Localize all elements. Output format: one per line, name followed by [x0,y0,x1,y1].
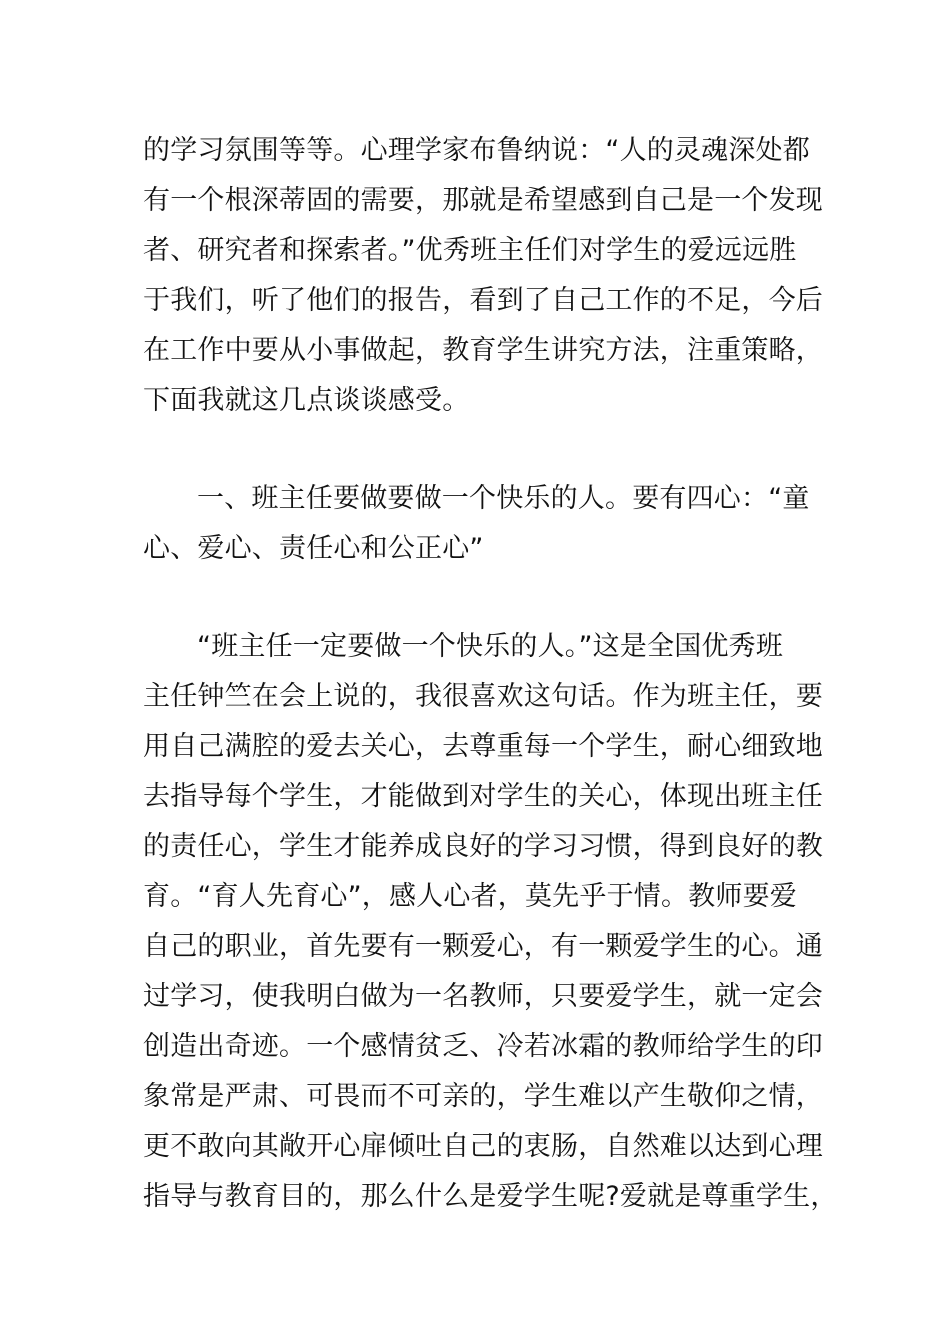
text-line: 者、研究者和探索者。”优秀班主任们对学生的爱远远胜 [143,235,797,266]
text-line: 去指导每个学生，才能做到对学生的关心，体现出班主任 [143,781,823,812]
text-line: “班主任一定要做一个快乐的人。”这是全国优秀班 [197,631,784,662]
text-line: 象常是严肃、可畏而不可亲的，学生难以产生敬仰之情， [143,1081,823,1112]
text-line: 自己的职业，首先要有一颗爱心，有一颗爱学生的心。通 [143,931,823,962]
text-line: 用自己满腔的爱去关心，去尊重每一个学生，耐心细致地 [143,731,823,762]
text-line: 的学习氛围等等。心理学家布鲁纳说：“人的灵魂深处都 [143,135,810,166]
text-line: 下面我就这几点谈谈感受。 [143,385,470,416]
text-line: 在工作中要从小事做起，教育学生讲究方法，注重策略， [143,335,823,366]
heading-line: 一、班主任要做要做一个快乐的人。要有四心：“童 [197,483,810,514]
text-line: 育。“育人先育心”，感人心者，莫先乎于情。教师要爱 [143,881,797,912]
text-line: 过学习，使我明白做为一名教师，只要爱学生，就一定会 [143,981,823,1012]
text-line: 指导与教育目的，那么什么是爱学生呢?爱就是尊重学生， [143,1181,838,1212]
text-line: 有一个根深蒂固的需要，那就是希望感到自己是一个发现 [143,185,823,216]
text-line: 创造出奇迹。一个感情贫乏、冷若冰霜的教师给学生的印 [143,1031,823,1062]
text-line: 更不敢向其敞开心扉倾吐自己的衷肠，自然难以达到心理 [143,1131,823,1162]
text-line: 的责任心，学生才能养成良好的学习习惯，得到良好的教 [143,831,823,862]
text-line: 主任钟竺在会上说的，我很喜欢这句话。作为班主任，要 [143,681,823,712]
text-line: 于我们，听了他们的报告，看到了自己工作的不足，今后 [143,285,823,316]
heading-line: 心、爱心、责任心和公正心” [143,533,484,564]
